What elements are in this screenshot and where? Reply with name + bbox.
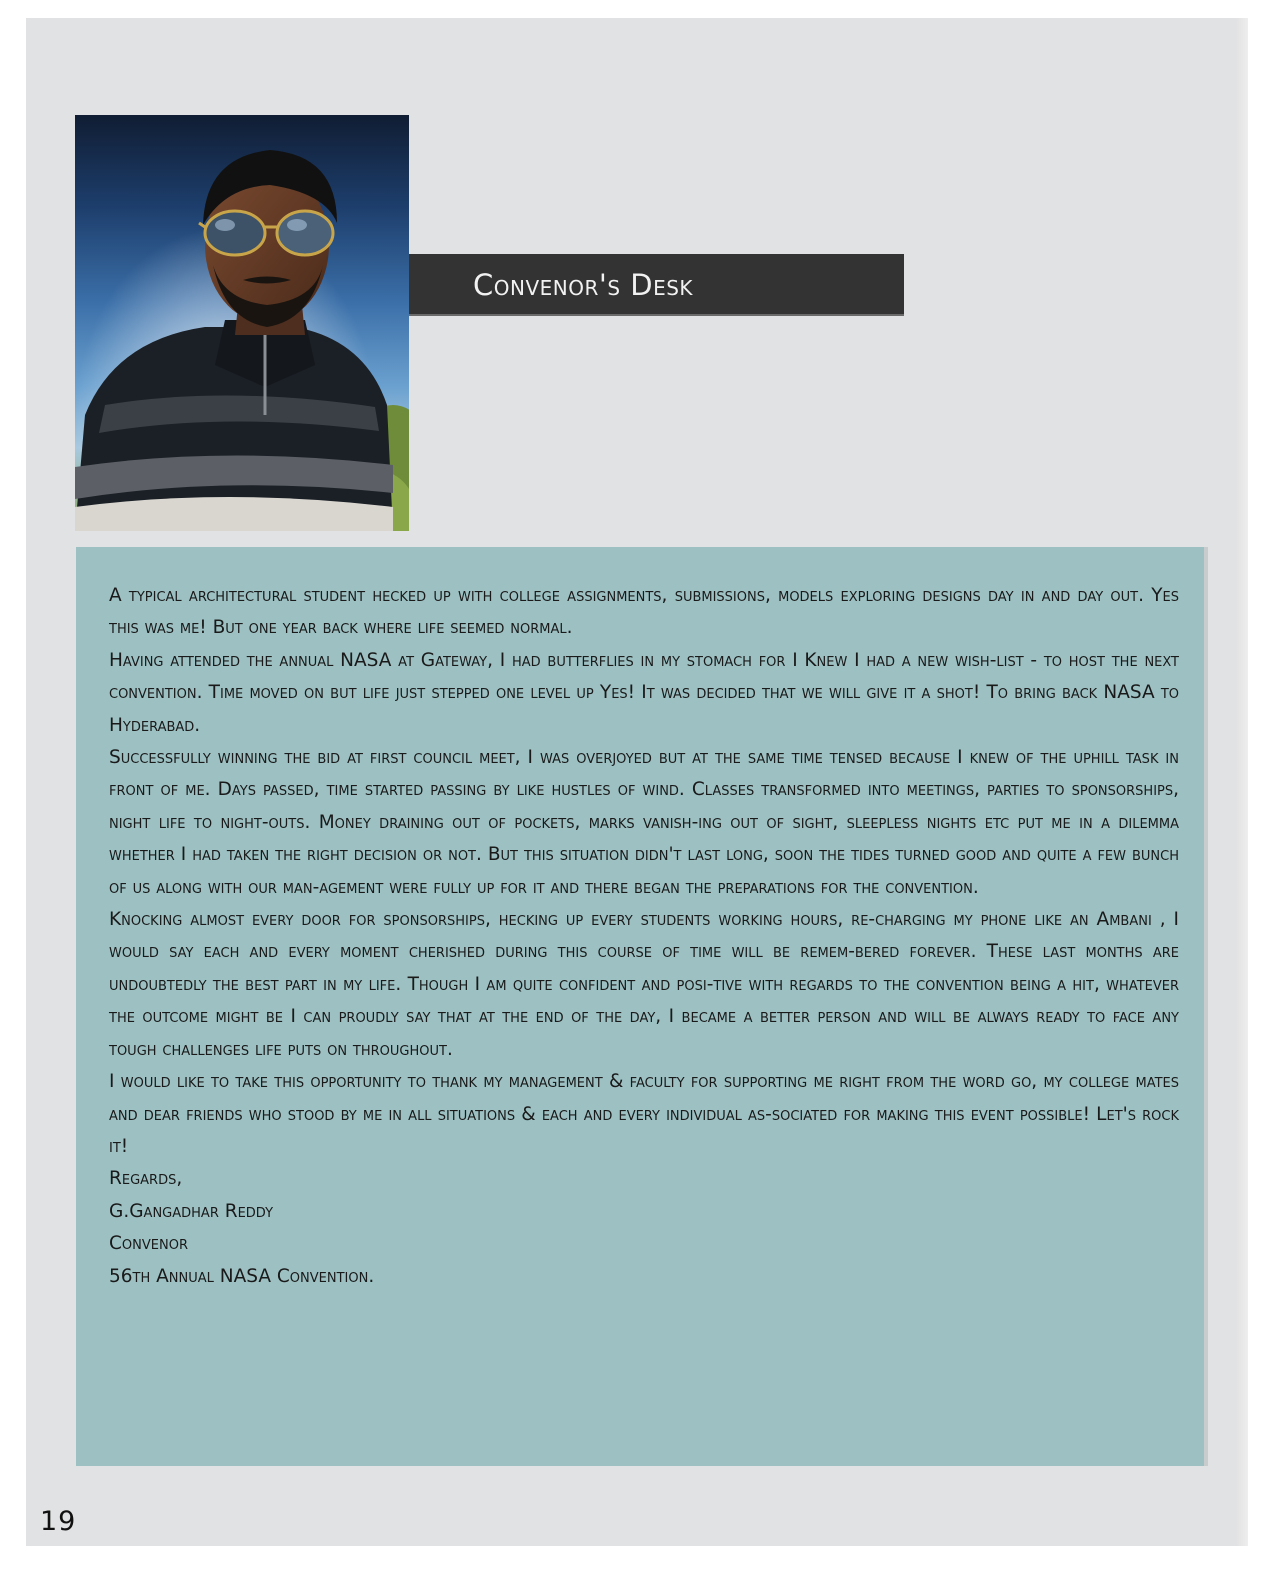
page-number: 19 <box>40 1506 77 1537</box>
message-body <box>109 580 1179 1293</box>
signature-event: 56th Annual NASA Convention. <box>109 1265 375 1287</box>
paragraph: I would like to take this opportunity to thank my management & faculty for supporting me right from the word go, my college mates and dear friends who stood by me in all situations & each and every individual as-sociated for making this event possible! Let's rock it! <box>109 1071 1179 1157</box>
paragraph: A typical architectural student hecked up with college assignments, submissions, models exploring designs day in and day out. Yes this was me! But one year back where life seemed normal. <box>109 585 1179 639</box>
signature-block <box>109 1163 1179 1293</box>
section-title-bar <box>409 254 904 314</box>
signature-name: G.Gangadhar Reddy <box>109 1200 274 1222</box>
paragraph: Knocking almost every door for sponsorships, hecking up every students working hours, re-charging my phone like an Ambani , I would say each and every moment cherished during this course of time will be remem-bered forever. These last months are undoubtedly the best part in my life. Though I am quite confident and posi-tive with regards to the convention being a hit, whatever the outcome might be I can proudly say that at the end of the day, I became a better person and will be always ready to face any tough challenges life puts on throughout. <box>109 909 1179 1060</box>
signature-role: Convenor <box>109 1233 188 1255</box>
paragraph: Having attended the annual NASA at Gateway, I had butterflies in my stomach for I Knew I had a new wish-list - to host the next convention. Time moved on but life just stepped one level up Yes! It was decided that we will give it a shot! To bring back NASA to Hyderabad. <box>109 649 1179 736</box>
message-panel <box>76 547 1208 1466</box>
convenor-portrait-photo <box>75 115 409 531</box>
signature-closing: Regards, <box>109 1168 183 1190</box>
page-title: Convenor's Desk <box>473 268 694 302</box>
page-edge-shadow <box>1236 18 1248 1546</box>
paragraph: Successfully winning the bid at first council meet, I was overjoyed but at the same time tensed because I knew of the uphill task in front of me. Days passed, time started passing by like hustles of wind. Classes transformed into meetings, parties to sponsorships, night life to night-outs. Money draining out of pockets, marks vanish-ing out of sight, sleepless nights etc put me in a dilemma whether I had taken the right decision or not. But this situation didn't last long, soon the tides turned good and quite a few bunch of us along with our man-agement were fully up for it and there began the preparations for the convention. <box>109 747 1179 898</box>
